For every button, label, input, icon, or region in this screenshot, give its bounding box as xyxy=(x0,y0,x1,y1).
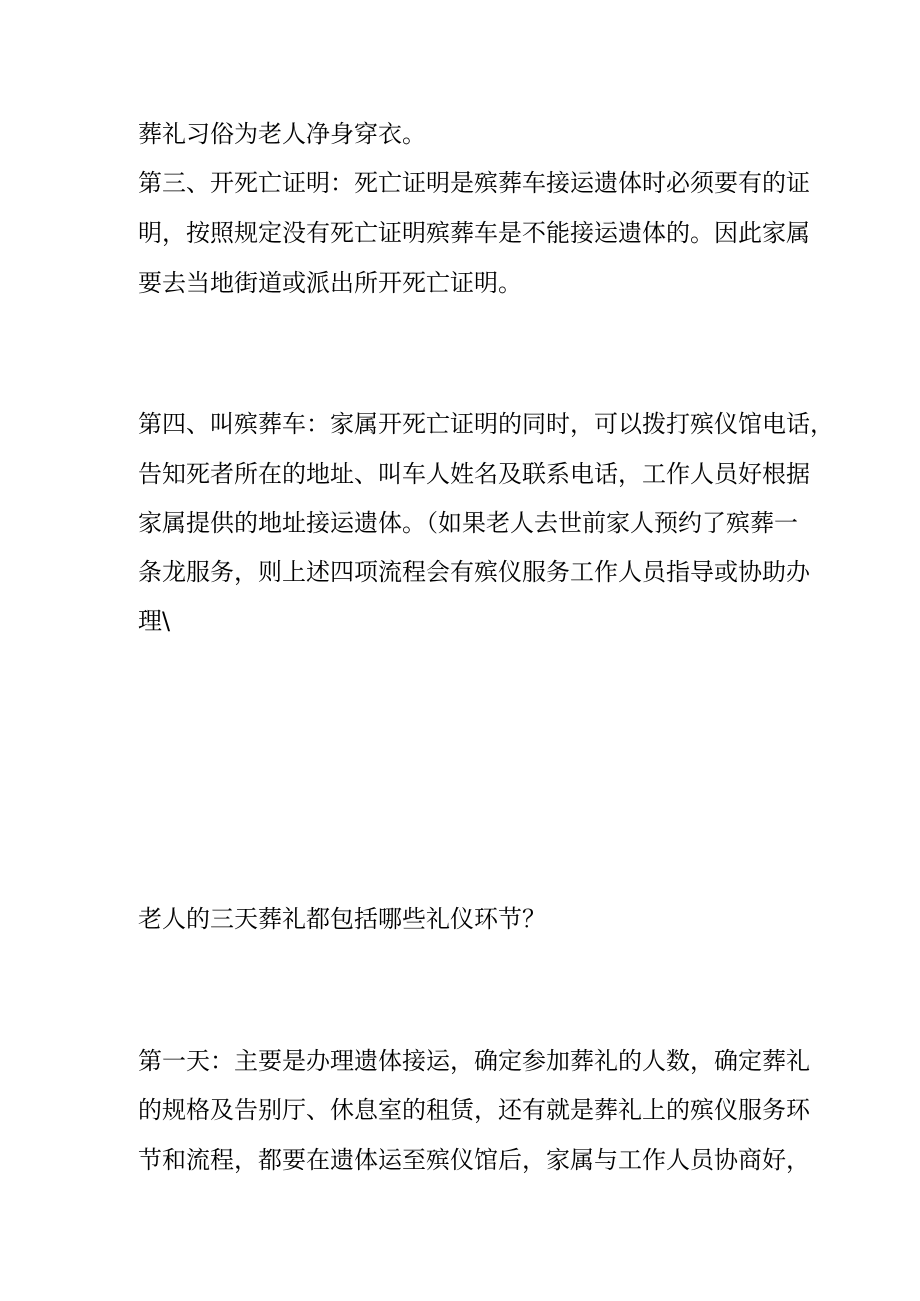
text-line: 节和流程，都要在遗体运至殡仪馆后，家属与工作人员协商好， xyxy=(138,1146,810,1174)
text-line: 葬礼习俗为老人净身穿衣。 xyxy=(138,120,426,148)
text-line: 第三、开死亡证明：死亡证明是殡葬车接运遗体时必须要有的证 xyxy=(138,169,810,197)
text-line: 家属提供的地址接运遗体。（如果老人去世前家人预约了殡葬一 xyxy=(138,509,798,537)
text-line: 明，按照规定没有死亡证明殡葬车是不能接运遗体的。因此家属 xyxy=(138,219,810,247)
text-line: 告知死者所在的地址、叫车人姓名及联系电话，工作人员好根据 xyxy=(138,460,810,488)
text-line: 第一天：主要是办理遗体接运，确定参加葬礼的人数，确定葬礼 xyxy=(138,1047,810,1075)
text-line: 的规格及告别厅、休息室的租赁，还有就是葬礼上的殡仪服务环 xyxy=(138,1096,810,1124)
text-line: 要去当地街道或派出所开死亡证明。 xyxy=(138,269,522,297)
text-line: 条龙服务，则上述四项流程会有殡仪服务工作人员指导或协助办 xyxy=(138,558,810,586)
text-line: 理\ xyxy=(138,607,171,635)
text-line: 第四、叫殡葬车：家属开死亡证明的同时，可以拨打殡仪馆电话， xyxy=(138,410,834,438)
section-heading: 老人的三天葬礼都包括哪些礼仪环节？ xyxy=(138,905,546,933)
